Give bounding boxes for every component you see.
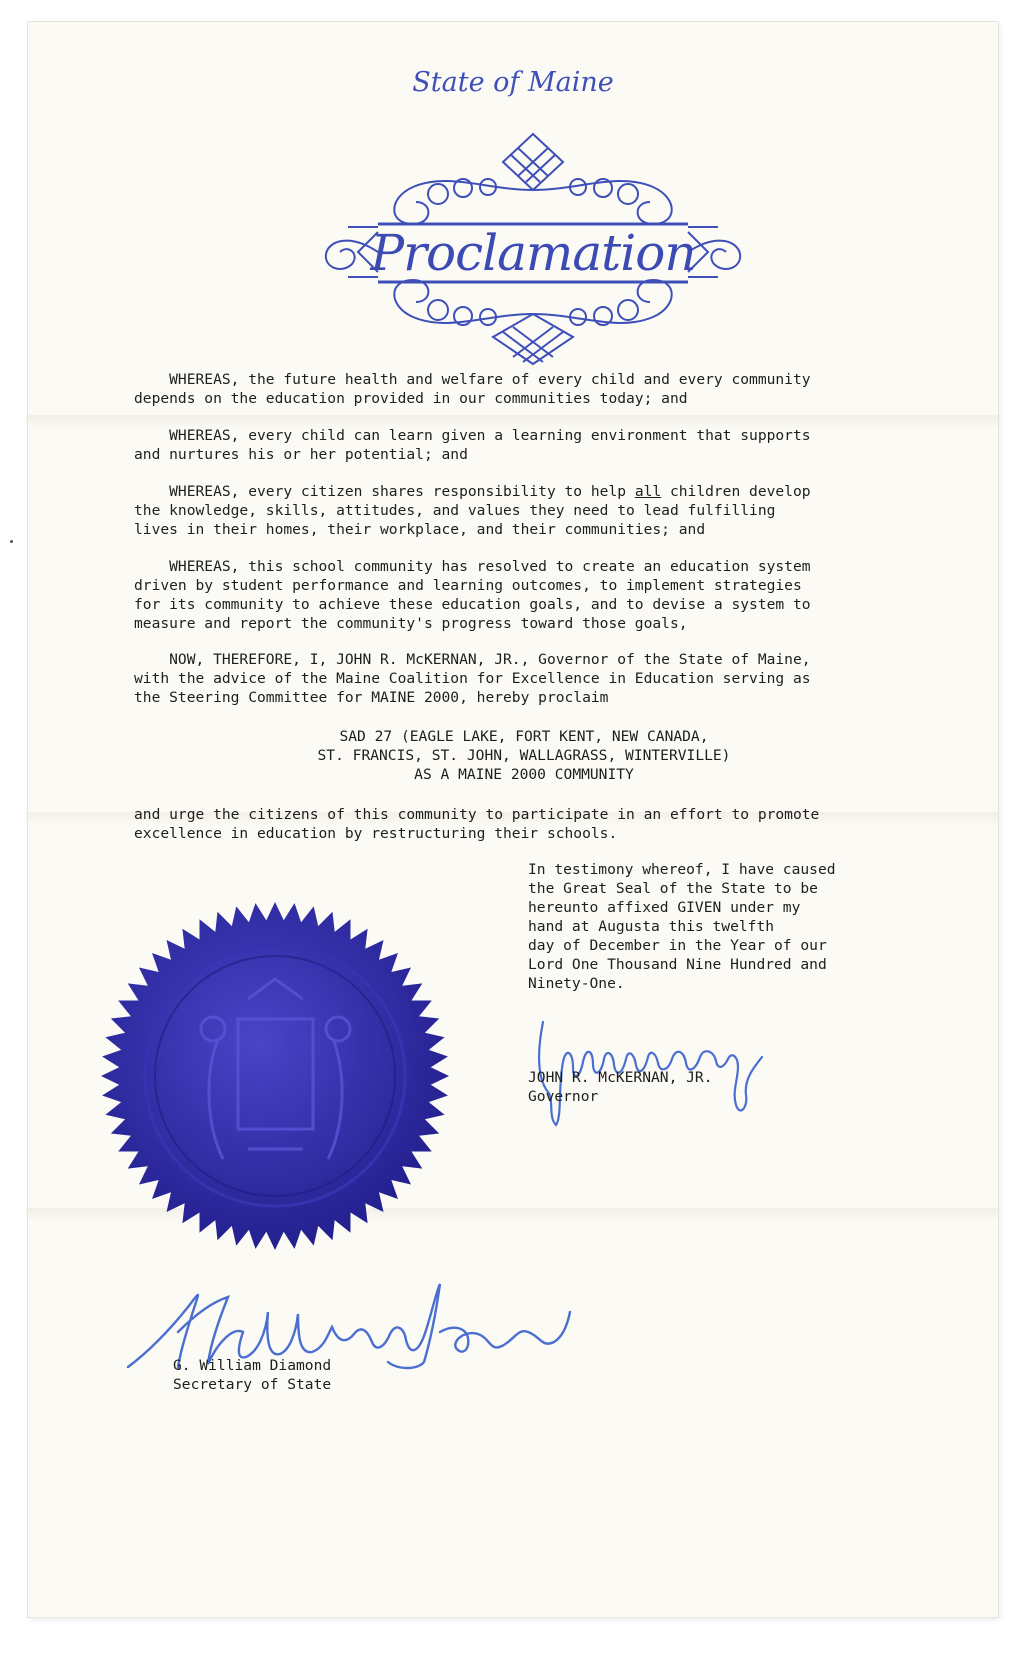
proclamation-crest <box>318 132 748 372</box>
secretary-name: G. William Diamond <box>173 1357 332 1374</box>
therefore-paragraph: NOW, THEREFORE, I, JOHN R. McKERNAN, JR., Governor of the State of Maine, with the advice of the Maine Coalition for Excellence in Education serving as the Steering Committee for MAINE 2000, hereby proclaim <box>134 651 811 706</box>
urge-paragraph: and urge the citizens of this community to participate in an effort to promote excellence in education by restructuring their schools. <box>134 806 820 842</box>
underlined-word: all <box>634 483 662 500</box>
whereas-paragraph-4: WHEREAS, this school community has resolved to create an education system driven by student performance and learning outcomes, to implement strategies for its community to achieve these education goals, and to devise a system to measure and report the community's progress toward those goals, <box>134 558 811 632</box>
whereas-paragraph-1: WHEREAS, the future health and welfare of every child and every community depends on the education provided in our communities today; and <box>134 371 811 407</box>
stray-mark <box>10 540 13 543</box>
proclamation-title: Proclamation <box>370 224 696 282</box>
proclaimed-community: SAD 27 (EAGLE LAKE, FORT KENT, NEW CANADA, ST. FRANCIS, ST. JOHN, WALLAGRASS, WINTERVILLE) AS A MAINE 2000 COMMUNITY <box>317 728 731 783</box>
great-seal-of-maine-icon <box>98 899 453 1254</box>
proclamation-document <box>28 22 998 1617</box>
whereas-paragraph-2: WHEREAS, every child can learn given a learning environment that supports and nurtures his or her potential; and <box>134 427 811 463</box>
testimony-block: In testimony whereof, I have caused the Great Seal of the State to be hereunto affixed GIVEN under my hand at Augusta this twelfth day of December in the Year of our Lord One Thousand Nine Hundred and Ninety-One. <box>528 861 836 992</box>
state-heading: State of Maine <box>412 67 614 98</box>
whereas-paragraph-3 <box>134 482 914 539</box>
secretary-title: Secretary of State <box>173 1376 332 1393</box>
governor-name: JOHN R. McKERNAN, JR. <box>528 1069 713 1086</box>
governor-title: Governor <box>528 1088 599 1105</box>
paragraph-text: children develop the knowledge, skills, attitudes, and values they need to lead fulfilling lives in their homes, their workplace, and their communities; and <box>134 483 811 538</box>
paragraph-text: WHEREAS, every citizen shares responsibility to help <box>134 483 635 500</box>
